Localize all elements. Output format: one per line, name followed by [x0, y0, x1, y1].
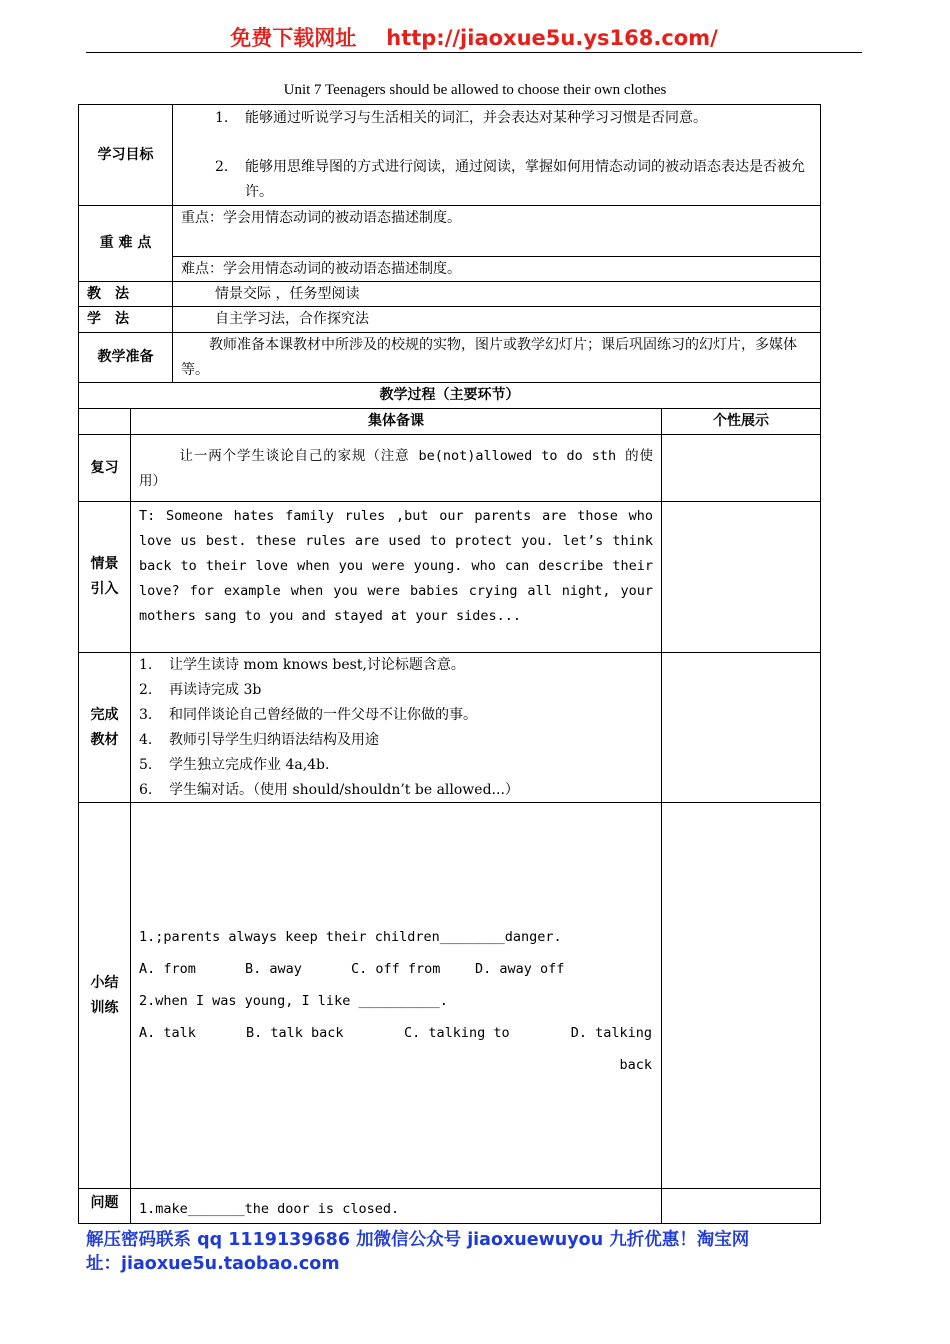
objective-item: 2. 能够用思维导图的方式进行阅读，通过阅读，掌握如何用情态动词的被动语态表达是否被允许。 — [215, 159, 805, 200]
objectives-label: 学习目标 — [78, 104, 173, 206]
header-label: 免费下载网址 — [230, 26, 357, 50]
textbook-list — [130, 652, 662, 803]
objectives-content — [172, 104, 821, 206]
question-2-options: A. talk B. talk back C. talking to D. talking back — [139, 1025, 652, 1073]
key-point-focus: 重点：学会用情态动词的被动语态描述制度。 — [172, 205, 821, 257]
teaching-method-value: 情景交际 ，任务型阅读 — [172, 281, 821, 307]
question-1-options: A. from B. away C. off from D. away off — [139, 961, 565, 977]
preparation-label: 教学准备 — [78, 332, 173, 383]
learning-method-value: 自主学习法，合作探究法 — [172, 306, 821, 333]
review-label: 复习 — [78, 434, 131, 502]
review-text: 让一两个学生谈论自己的家规（注意 be(not)allowed to do sth 的使用） — [130, 434, 662, 502]
key-point-difficulty: 难点：学会用情态动词的被动语态描述制度。 — [172, 256, 821, 282]
footer-contact: 解压密码联系 qq 1119139686 加微信公众号 jiaoxuewuyou 九折优惠！淘宝网 — [86, 1230, 750, 1250]
process-label-blank — [78, 408, 131, 435]
col-personal-header: 个性展示 — [661, 408, 821, 435]
intro-personal — [661, 501, 821, 653]
page-header — [86, 22, 862, 53]
problems-personal — [661, 1188, 821, 1224]
footer-shop-link[interactable]: 址：jiaoxue5u.taobao.com — [86, 1254, 340, 1274]
list-item: 5. 学生独立完成作业 4a,4b. — [139, 757, 330, 773]
teaching-method-label: 教 法 — [78, 281, 173, 307]
objective-item: 1. 能够通过听说学习与生活相关的词汇，并会表达对某种学习习惯是否同意。 — [215, 110, 707, 126]
page-footer — [86, 1228, 836, 1276]
question-2: 2.when I was young, I like __________. — [139, 993, 448, 1009]
summary-personal — [661, 802, 821, 1189]
page-title: Unit 7 Teenagers should be allowed to choose their own clothes — [283, 82, 667, 98]
process-title: 教学过程（主要环节） — [78, 382, 821, 409]
header-url-link[interactable]: http://jiaoxue5u.ys168.com/ — [386, 26, 718, 50]
list-item: 4. 教师引导学生归纳语法结构及用途 — [139, 732, 379, 748]
list-item: 2. 再读诗完成 3b — [139, 682, 262, 698]
preparation-value: 教师准备本课教材中所涉及的校规的实物，图片或教学幻灯片；课后巩固练习的幻灯片，多媒体等。 — [172, 332, 821, 383]
summary-label: 小结 训练 — [78, 802, 131, 1189]
list-item: 6. 学生编对话。（使用 should/shouldn’t be allowed...） — [139, 782, 519, 798]
learning-method-label: 学 法 — [78, 306, 173, 333]
problems-label: 问题 — [78, 1188, 131, 1224]
list-item: 1. 让学生读诗 mom knows best,讨论标题含意。 — [139, 657, 465, 673]
list-item: 3. 和同伴谈论自己曾经做的一件父母不让你做的事。 — [139, 707, 477, 723]
review-personal — [661, 434, 821, 502]
intro-label: 情景 引入 — [78, 501, 131, 653]
question-1: 1.;parents always keep their children________danger. — [139, 929, 562, 945]
summary-exercises — [130, 802, 662, 1189]
key-points-label: 重 难 点 — [78, 205, 173, 282]
intro-text: T: Someone hates family rules ,but our parents are those who love us best. these rules are used to protect you. let’s think back to their love when you were young. who can describe their love? for example when you were babies crying all night, your mothers sang to you and stayed at your sides... — [130, 501, 662, 653]
textbook-personal — [661, 652, 821, 803]
problems-text: 1.make_______the door is closed. — [130, 1188, 662, 1224]
textbook-label: 完成 教材 — [78, 652, 131, 803]
col-collective-header: 集体备课 — [130, 408, 662, 435]
